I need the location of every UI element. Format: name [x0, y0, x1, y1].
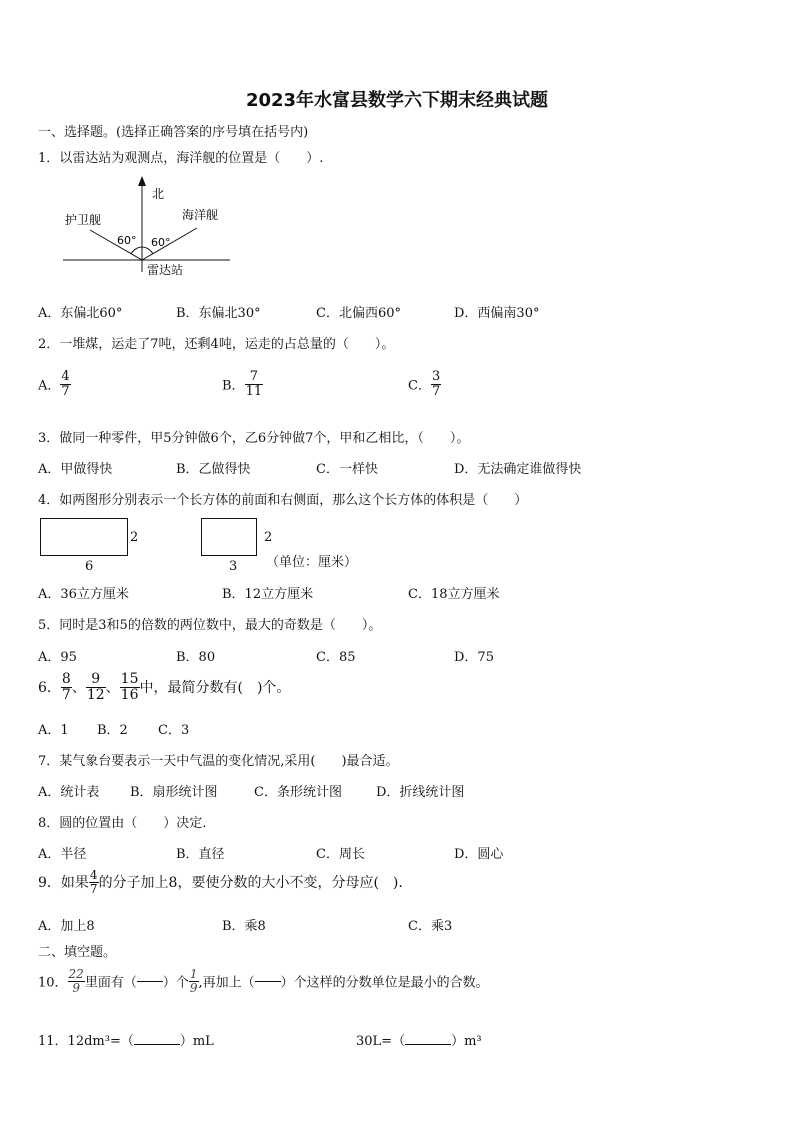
- question-2-stem: 2．一堆煤，运走了7吨，还剩4吨，运走的占总量的（ ）。: [38, 337, 395, 352]
- q7-option-d[interactable]: D．折线统计图: [376, 785, 465, 800]
- option-label: A．: [38, 378, 61, 394]
- option-label: C．: [408, 378, 431, 394]
- question-11-right: [356, 1030, 482, 1049]
- q9-option-a[interactable]: A．加上8: [38, 919, 95, 934]
- text: ）个: [162, 975, 189, 991]
- page-title: 2023年水富县数学六下期末经典试题: [245, 90, 549, 111]
- question-6-stem: [38, 672, 290, 702]
- q3-option-c[interactable]: C．一样快: [316, 462, 378, 477]
- text: ,再加上（: [198, 975, 255, 991]
- north-arrow-icon: [138, 176, 146, 186]
- question-pre: 9．如果: [38, 875, 89, 892]
- side-face-width: 3: [229, 559, 238, 574]
- question-8-stem: 8．圆的位置由（ ）决定.: [38, 816, 207, 831]
- answer-blank-ml[interactable]: [134, 1044, 180, 1045]
- q2-option-a[interactable]: [38, 370, 71, 398]
- q3-option-a[interactable]: A．甲做得快: [38, 462, 113, 477]
- q1-option-d[interactable]: D．西偏南30°: [454, 306, 540, 321]
- question-3-stem: 3．做同一种零件，甲5分钟做6个，乙6分钟做7个，甲和乙相比，（ ）。: [38, 431, 470, 446]
- question-4-stem: 4．如两图形分别表示一个长方体的前面和右侧面，那么这个长方体的体积是（ ）: [38, 493, 528, 508]
- numerator: 7: [245, 370, 264, 385]
- q5-option-a[interactable]: A．95: [38, 650, 77, 665]
- q7-option-b[interactable]: B．扇形统计图: [130, 785, 218, 800]
- denominator: 11: [245, 383, 263, 399]
- denominator: 7: [89, 881, 98, 896]
- denominator: 7: [61, 686, 71, 703]
- text: ）m³: [451, 1034, 482, 1049]
- front-face-height: 2: [130, 530, 139, 545]
- numerator: 1: [189, 967, 198, 981]
- text: 30L=（: [356, 1034, 406, 1049]
- right-ship-label: 海洋舰: [182, 208, 219, 222]
- q8-option-c[interactable]: C．周长: [316, 847, 365, 862]
- numerator: 9: [86, 672, 106, 688]
- question-number: 10．: [38, 975, 68, 991]
- question-number: 6．: [38, 680, 61, 697]
- answer-blank-m3[interactable]: [405, 1044, 451, 1045]
- left-ship-label: 护卫舰: [65, 213, 102, 227]
- text: 11．12dm³=（: [38, 1034, 134, 1049]
- q8-option-d[interactable]: D．圆心: [454, 847, 504, 862]
- north-label: 北: [152, 187, 165, 201]
- q1-option-c[interactable]: C．北偏西60°: [316, 306, 401, 321]
- q7-option-c[interactable]: C．条形统计图: [254, 785, 342, 800]
- numerator: 4: [61, 369, 70, 384]
- numerator: 3: [431, 369, 441, 384]
- q9-option-b[interactable]: B．乘8: [222, 919, 266, 934]
- unit-note: （单位：厘米）: [266, 555, 358, 570]
- text: 里面有（: [84, 975, 137, 991]
- q8-option-b[interactable]: B．直径: [176, 847, 225, 862]
- question-7-stem: 7．某气象台要表示一天中气温的变化情况,采用( )最合适。: [38, 754, 399, 769]
- question-tail: 中，最简分数有( )个。: [139, 680, 291, 697]
- numerator: 22: [68, 967, 84, 981]
- question-post: 的分子加上8，要使分数的大小不变，分母应( ).: [98, 875, 403, 892]
- q5-option-c[interactable]: C．85: [316, 650, 356, 665]
- question-10: [38, 968, 489, 994]
- left-angle-arc: [131, 247, 142, 254]
- side-face-height: 2: [264, 530, 273, 545]
- question-5-stem: 5．同时是3和5的倍数的两位数中，最大的奇数是（ ）。: [38, 618, 382, 633]
- station-label: 雷达站: [147, 263, 184, 277]
- denominator: 9: [72, 980, 80, 995]
- q4-option-a[interactable]: A．36立方厘米: [38, 587, 129, 602]
- answer-blank-2[interactable]: [255, 981, 281, 982]
- right-angle-label: 60°: [151, 236, 171, 249]
- section-choice-heading: 一、选择题。(选择正确答案的序号填在括号内): [38, 125, 309, 140]
- denominator: 7: [431, 383, 441, 399]
- q6-option-c[interactable]: C．3: [158, 723, 190, 738]
- q9-option-c[interactable]: C．乘3: [408, 919, 453, 934]
- side-face-rect: [201, 518, 257, 556]
- q1-option-a[interactable]: A．东偏北60°: [38, 306, 123, 321]
- denominator: 7: [61, 383, 70, 399]
- option-label: B．: [222, 378, 245, 394]
- q2-option-b[interactable]: [222, 370, 263, 398]
- left-angle-label: 60°: [117, 234, 137, 247]
- answer-blank-1[interactable]: [137, 981, 163, 982]
- q8-option-a[interactable]: A．半径: [38, 847, 87, 862]
- section-fill-heading: 二、填空题。: [38, 945, 117, 960]
- q5-option-d[interactable]: D．75: [454, 650, 494, 665]
- front-face-rect: [40, 518, 128, 556]
- q5-option-b[interactable]: B．80: [176, 650, 216, 665]
- question-9-stem: [38, 869, 403, 895]
- q4-option-b[interactable]: B．12立方厘米: [222, 587, 314, 602]
- q2-option-c[interactable]: [408, 370, 441, 398]
- numerator: 4: [89, 868, 98, 882]
- text: ）个这样的分数单位是最小的合数。: [280, 975, 489, 991]
- denominator: 16: [120, 686, 139, 703]
- separator: 、: [71, 680, 86, 697]
- text: ）mL: [179, 1034, 214, 1049]
- q1-option-b[interactable]: B．东偏北30°: [176, 306, 261, 321]
- q3-option-d[interactable]: D．无法确定谁做得快: [454, 462, 582, 477]
- denominator: 9: [189, 980, 198, 995]
- question-11-left: [38, 1030, 214, 1049]
- numerator: 15: [120, 671, 139, 687]
- front-face-width: 6: [85, 559, 94, 574]
- denominator: 12: [86, 686, 105, 703]
- q7-option-a[interactable]: A．统计表: [38, 785, 100, 800]
- q4-option-c[interactable]: C．18立方厘米: [408, 587, 500, 602]
- q1-direction-diagram: [55, 172, 240, 282]
- q3-option-b[interactable]: B．乙做得快: [176, 462, 251, 477]
- q6-option-a[interactable]: A．1: [38, 723, 69, 738]
- question-1-stem: 1．以雷达站为观测点，海洋舰的位置是（ ）.: [38, 151, 324, 166]
- separator: 、: [105, 680, 120, 697]
- numerator: 8: [61, 671, 71, 687]
- q6-option-b[interactable]: B．2: [97, 723, 128, 738]
